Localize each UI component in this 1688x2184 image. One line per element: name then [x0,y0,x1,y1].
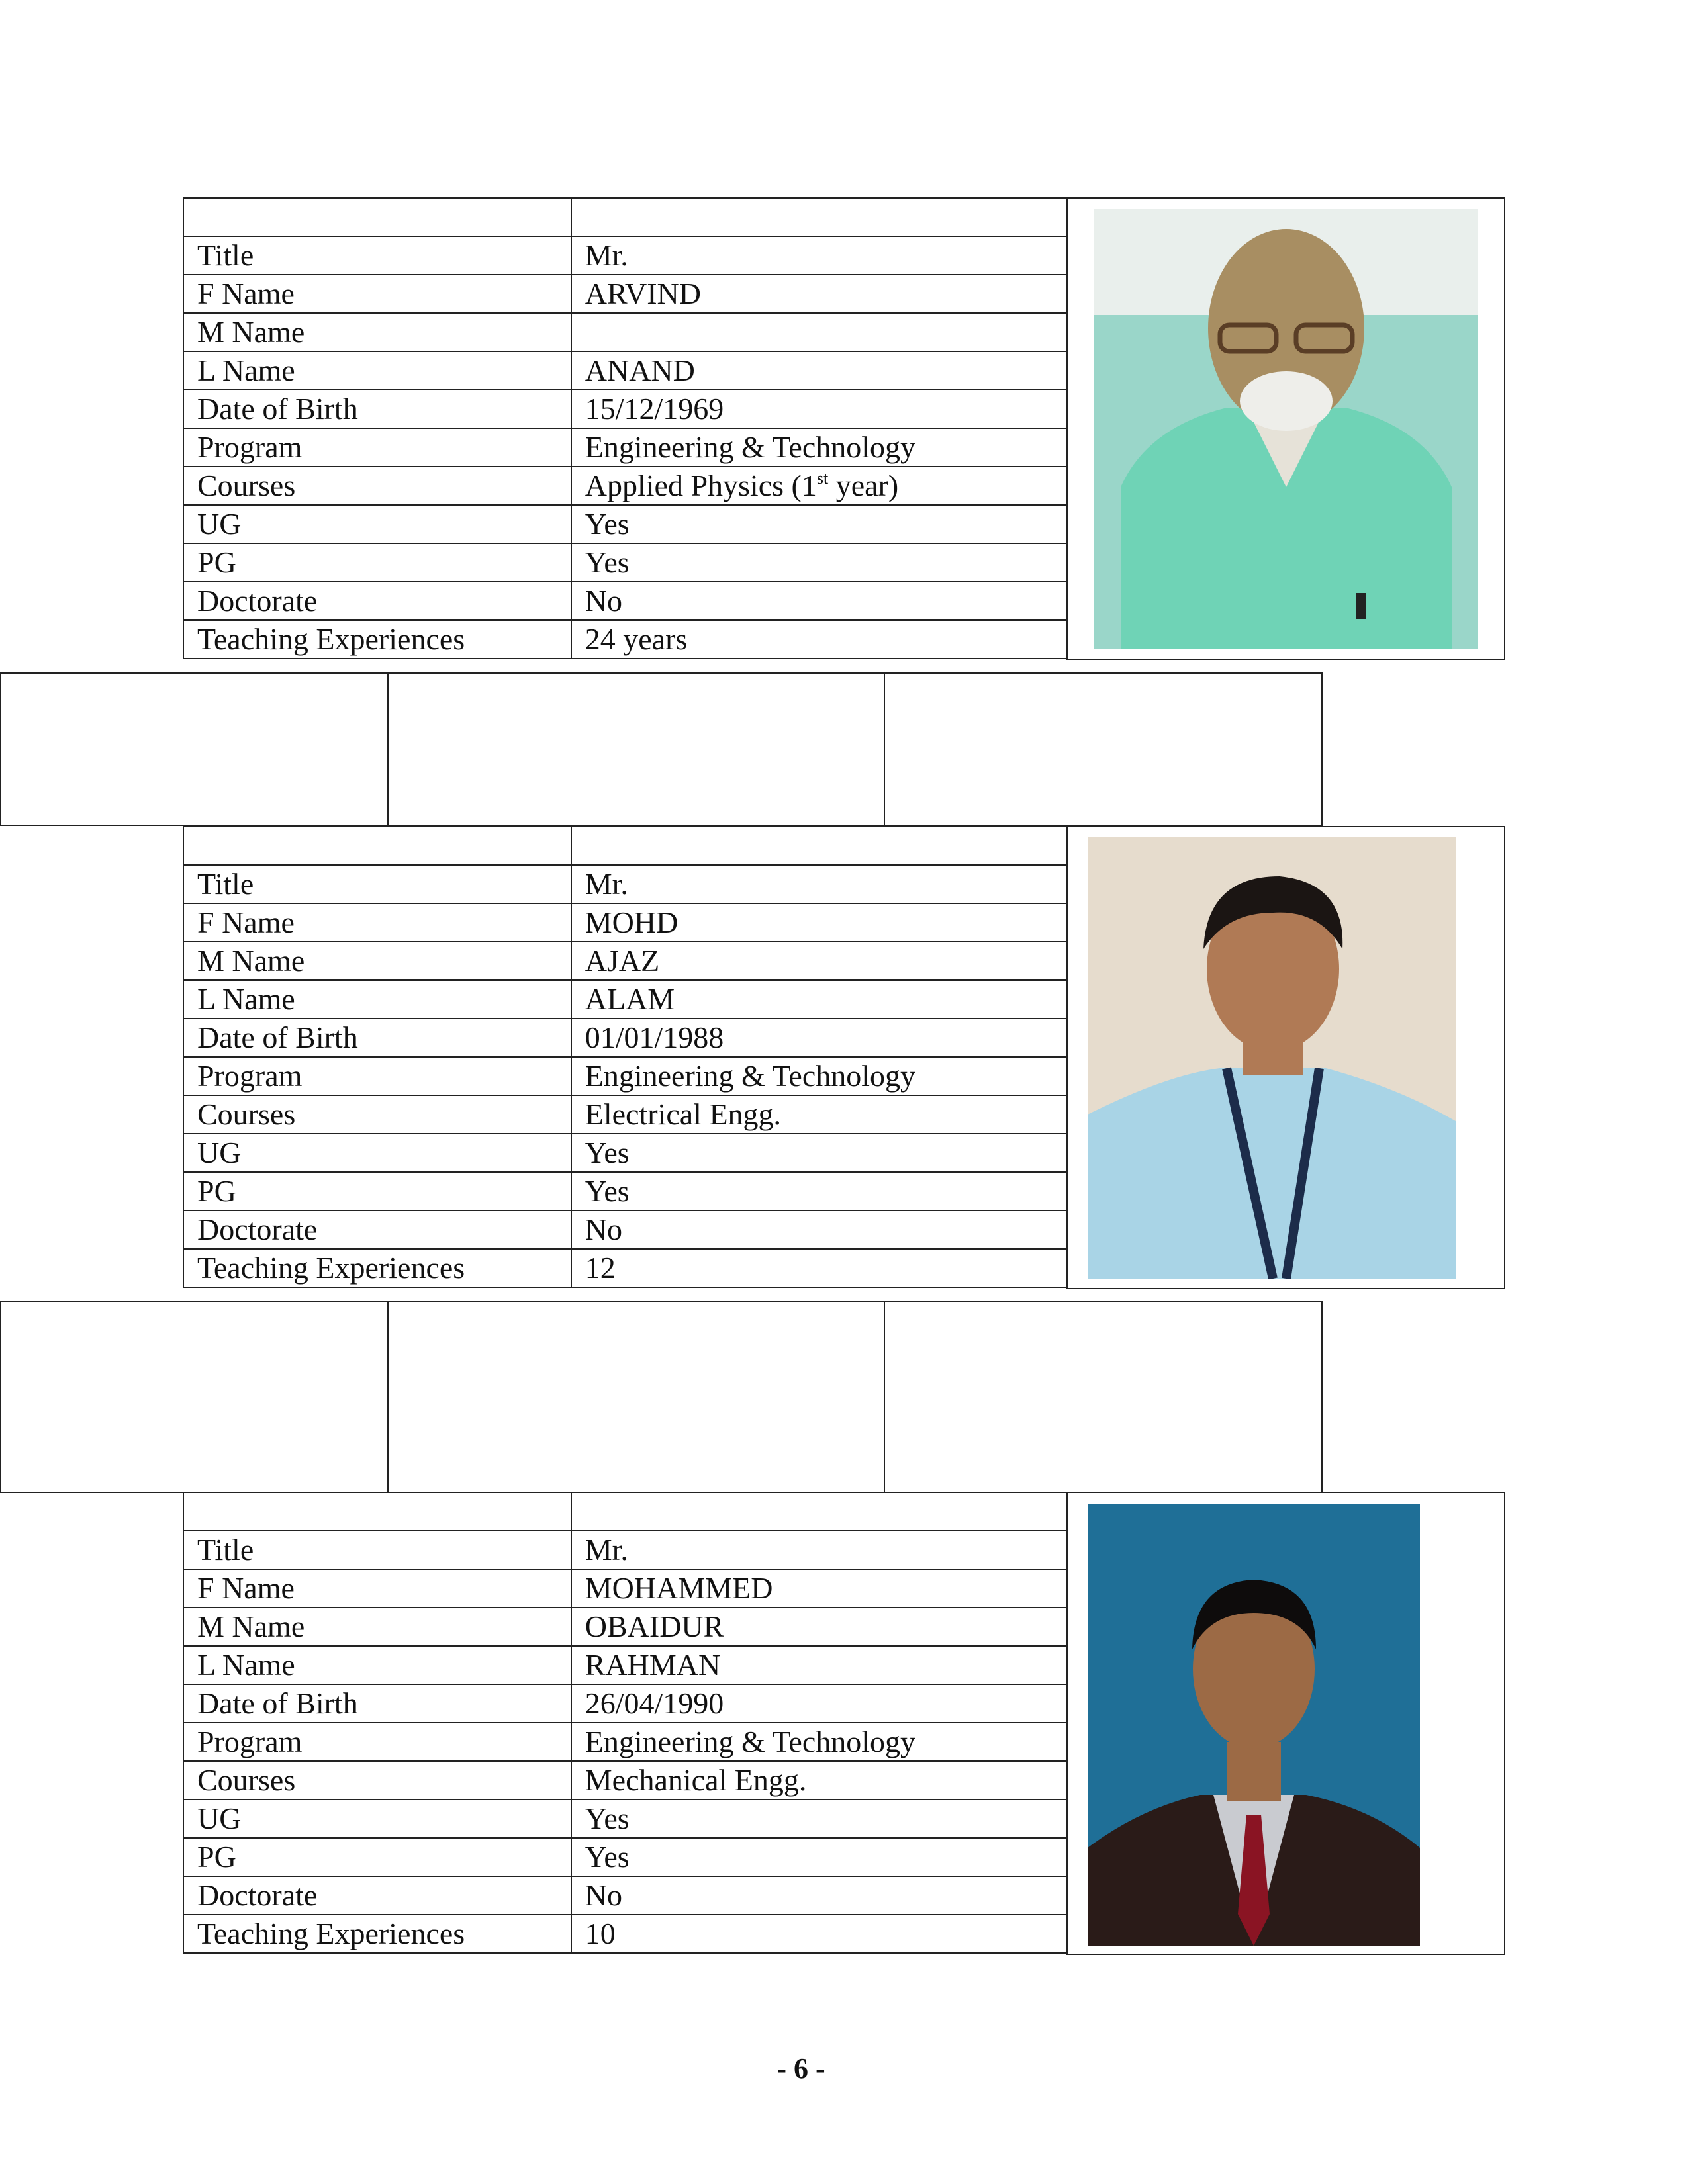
table-row [183,351,1067,390]
field-label: Date of Birth [183,390,571,428]
field-label: M Name [183,942,571,980]
table-row [183,1876,1067,1915]
field-value: ALAM [571,980,1067,1019]
field-label: Doctorate [183,1876,571,1915]
field-label [183,1492,571,1531]
field-label: Date of Birth [183,1684,571,1723]
field-label: Teaching Experiences [183,620,571,659]
table-row [183,1531,1067,1569]
field-label: Program [183,428,571,467]
table-row [183,1249,1067,1287]
table-row [183,1646,1067,1684]
field-label: Teaching Experiences [183,1915,571,1953]
field-label: L Name [183,1646,571,1684]
spacer-row-1 [0,672,1323,826]
table-row [183,827,1067,865]
field-value: MOHAMMED [571,1569,1067,1608]
field-value: Yes [571,1172,1067,1210]
table-row [183,865,1067,903]
faculty-table-3 [183,1492,1068,1954]
table-row [183,313,1067,351]
table-row [183,1569,1067,1608]
field-label: Doctorate [183,1210,571,1249]
faculty-photo-1 [1094,209,1478,649]
field-label: L Name [183,351,571,390]
table-row [183,1019,1067,1057]
table-row [183,1095,1067,1134]
field-label: Doctorate [183,582,571,620]
field-label: Program [183,1057,571,1095]
field-value-superscript: st [816,469,829,488]
table-row [183,543,1067,582]
field-value: 10 [571,1915,1067,1953]
field-label: Teaching Experiences [183,1249,571,1287]
field-value: RAHMAN [571,1646,1067,1684]
field-value: No [571,1876,1067,1915]
field-label: F Name [183,1569,571,1608]
field-label: Title [183,236,571,275]
table-row [183,1057,1067,1095]
table-row [183,236,1067,275]
table-row [183,198,1067,236]
field-value: Mr. [571,865,1067,903]
field-label: Date of Birth [183,1019,571,1057]
spacer-row-2 [0,1301,1323,1493]
table-row [183,1799,1067,1838]
field-value: 26/04/1990 [571,1684,1067,1723]
table-row [183,1134,1067,1172]
table-row [183,390,1067,428]
field-label: L Name [183,980,571,1019]
field-value [571,1492,1067,1531]
field-value: No [571,1210,1067,1249]
field-label [183,827,571,865]
table-row [183,1838,1067,1876]
table-row [183,428,1067,467]
field-label: PG [183,1838,571,1876]
photo-cell-3 [1066,1492,1505,1955]
field-label: Courses [183,467,571,505]
field-value: Yes [571,1134,1067,1172]
field-label: Program [183,1723,571,1761]
field-value: Engineering & Technology [571,1723,1067,1761]
table-row [183,467,1067,505]
table-row [183,1492,1067,1531]
field-value: Yes [571,1838,1067,1876]
table-row [183,1761,1067,1799]
field-value-tail: year) [828,469,899,502]
field-value: Yes [571,505,1067,543]
table-row [183,903,1067,942]
field-label: Courses [183,1761,571,1799]
field-label: PG [183,1172,571,1210]
field-value: 15/12/1969 [571,390,1067,428]
field-label: PG [183,543,571,582]
faculty-table-1 [183,197,1068,659]
field-label: Courses [183,1095,571,1134]
field-value: Mr. [571,1531,1067,1569]
field-label: M Name [183,313,571,351]
field-label: UG [183,1799,571,1838]
field-label: F Name [183,275,571,313]
field-value: Mr. [571,236,1067,275]
table-row [183,942,1067,980]
table-row [183,582,1067,620]
table-row [183,275,1067,313]
field-value: 01/01/1988 [571,1019,1067,1057]
table-row [183,1172,1067,1210]
field-value: Electrical Engg. [571,1095,1067,1134]
field-label: UG [183,505,571,543]
photo-cell-2 [1066,826,1505,1289]
field-value: No [571,582,1067,620]
field-label [183,198,571,236]
field-value [571,467,1067,505]
table-row [183,620,1067,659]
table-row [183,1915,1067,1953]
field-label: F Name [183,903,571,942]
faculty-record-2 [183,826,1505,1301]
table-row [183,1608,1067,1646]
field-value: Yes [571,1799,1067,1838]
photo-cell-1 [1066,197,1505,660]
table-row [183,1210,1067,1249]
table-row [183,980,1067,1019]
page-number: - 6 - [776,2052,825,2085]
field-value: Mechanical Engg. [571,1761,1067,1799]
field-value [571,198,1067,236]
field-value [571,827,1067,865]
field-value: Engineering & Technology [571,428,1067,467]
field-value: ANAND [571,351,1067,390]
field-value-text: Applied Physics (1 [585,469,817,502]
faculty-record-1 [183,197,1505,672]
table-row [183,1684,1067,1723]
table-row [183,505,1067,543]
field-label: Title [183,1531,571,1569]
table-row [183,1723,1067,1761]
faculty-photo-2 [1088,837,1456,1279]
field-value: 24 years [571,620,1067,659]
faculty-photo-3 [1088,1504,1420,1946]
field-value: MOHD [571,903,1067,942]
field-label: Title [183,865,571,903]
field-label: M Name [183,1608,571,1646]
field-value: AJAZ [571,942,1067,980]
faculty-table-2 [183,826,1068,1288]
field-label: UG [183,1134,571,1172]
field-value [571,313,1067,351]
field-value: OBAIDUR [571,1608,1067,1646]
field-value: ARVIND [571,275,1067,313]
field-value: Engineering & Technology [571,1057,1067,1095]
field-value: Yes [571,543,1067,582]
field-value: 12 [571,1249,1067,1287]
faculty-record-3 [183,1492,1505,1967]
